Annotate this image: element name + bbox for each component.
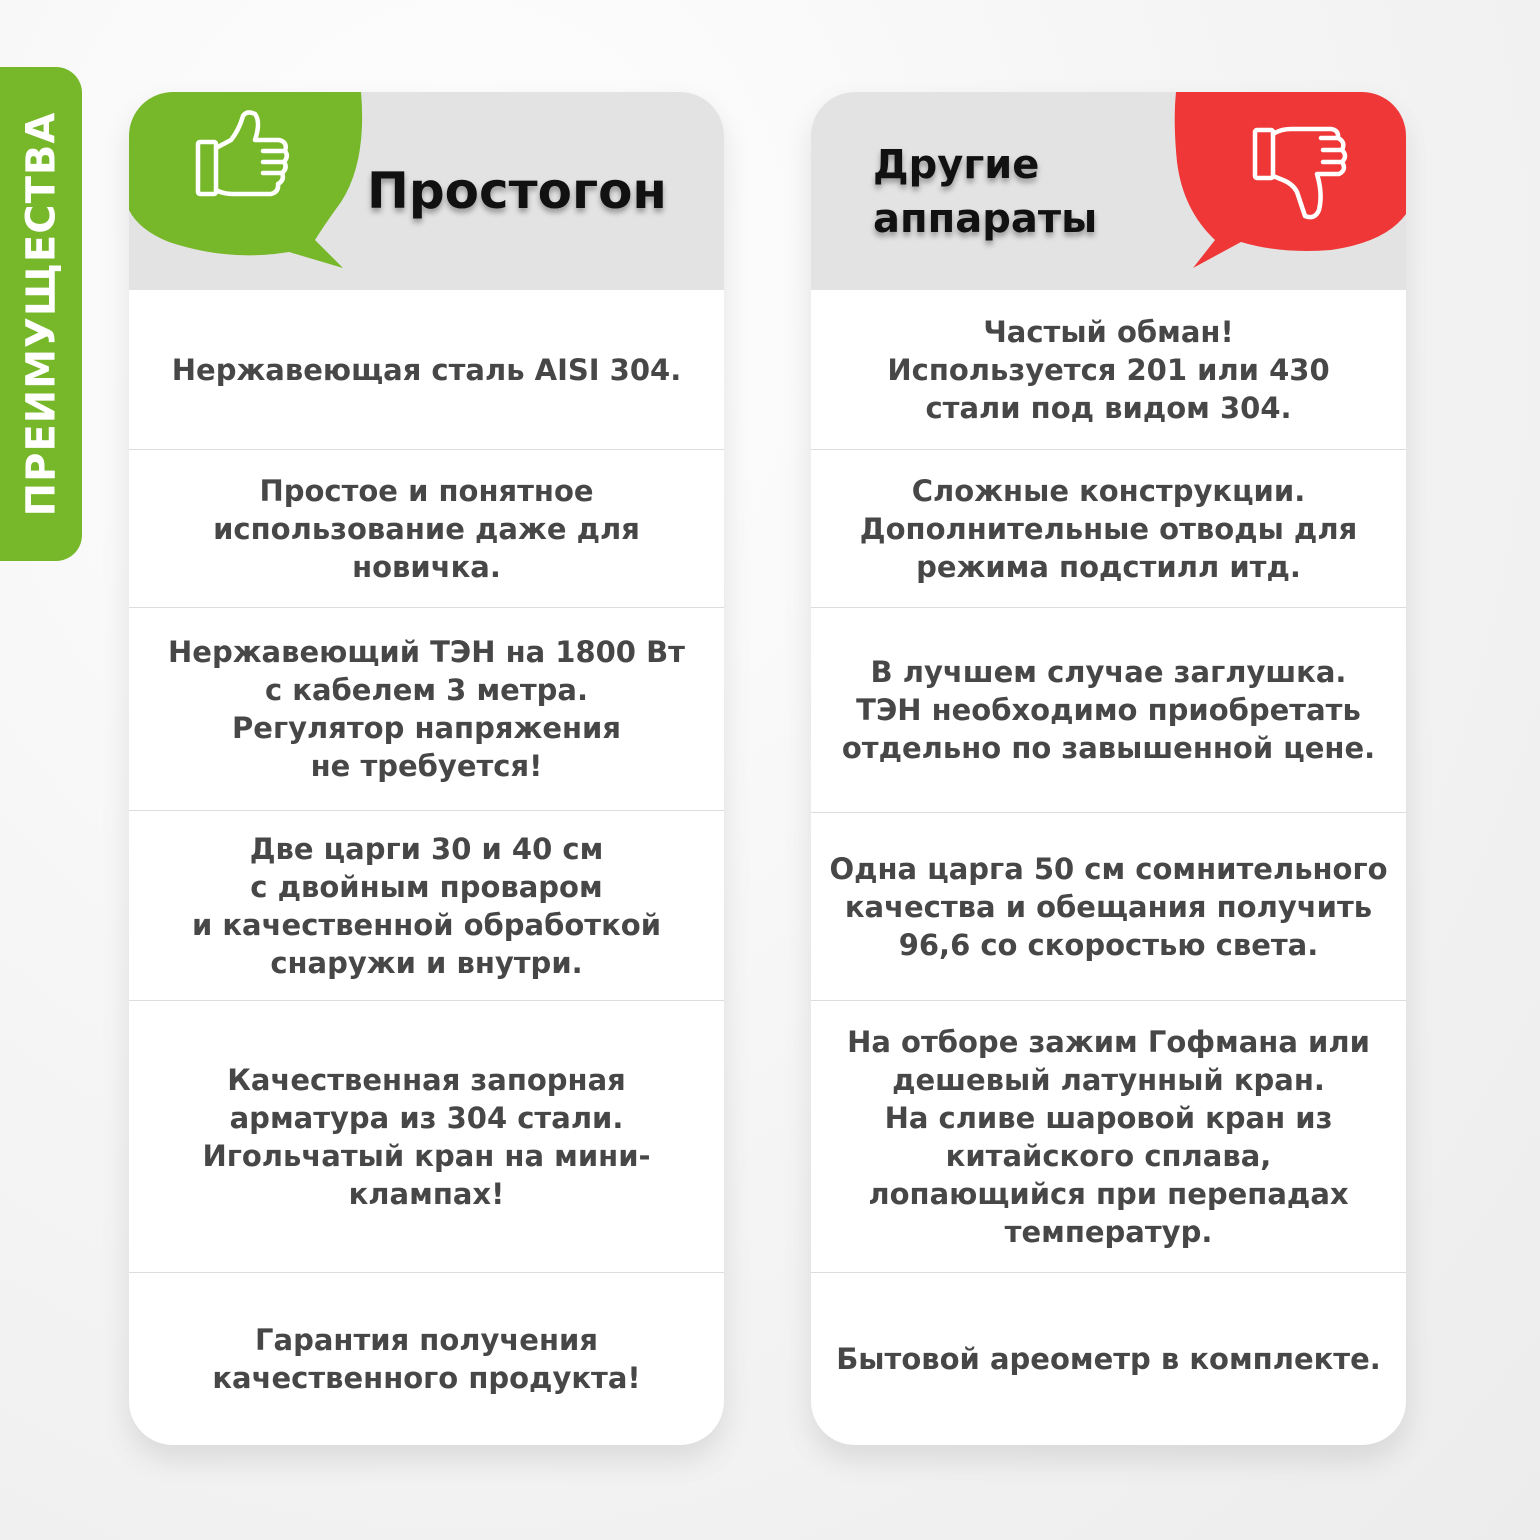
prostogon-card (129, 92, 724, 1445)
advantages-side-tab (0, 67, 82, 561)
other-devices-row-text: Бытовой ареометр в комплекте. (836, 1342, 1381, 1376)
thumbs-down-icon (1251, 126, 1355, 222)
prostogon-row-5 (129, 1000, 724, 1272)
prostogon-row-text: Нержавеющий ТЭН на 1800 Вт с кабелем 3 метра. Регулятор напряжения не требуется! (168, 635, 685, 783)
prostogon-row-text: Гарантия получения качественного продукта! (212, 1323, 641, 1395)
other-devices-row-4 (811, 812, 1406, 1000)
thumbs-up-icon (195, 110, 291, 198)
prostogon-row-3 (129, 607, 724, 810)
other-devices-row-1 (811, 291, 1406, 449)
other-devices-row-3 (811, 607, 1406, 812)
prostogon-row-4 (129, 810, 724, 1000)
other-devices-row-text: В лучшем случае заглушка. ТЭН необходимо приобретать отдельно по завышенной цене. (841, 655, 1376, 765)
prostogon-row-2 (129, 449, 724, 607)
other-devices-row-2 (811, 449, 1406, 607)
prostogon-row-text: Простое и понятное использование даже для новичка. (213, 473, 640, 584)
other-devices-row-5 (811, 1000, 1406, 1272)
other-devices-row-text: Частый обман! Используется 201 или 430 стали под видом 304. (887, 315, 1330, 425)
other-devices-row-text: Сложные конструкции. Дополнительные отводы для режима подстилл итд. (859, 473, 1358, 584)
prostogon-header (129, 92, 724, 290)
other-devices-header (811, 92, 1406, 290)
other-devices-row-6 (811, 1272, 1406, 1445)
prostogon-row-text: Две царги 30 и 40 см с двойным проваром и качественной обработкой снаружи и внутри. (191, 831, 662, 980)
prostogon-row-text: Качественная запорная арматура из 304 стали. Игольчатый кран на мини- клампах! (202, 1062, 651, 1211)
prostogon-title: Простогон (367, 162, 667, 220)
side-tab-label: ПРЕИМУЩЕСТВА (18, 111, 64, 517)
other-devices-title: Другие аппараты (873, 142, 1098, 242)
prostogon-row-1 (129, 290, 724, 449)
other-devices-row-text: На отборе зажим Гофмана или дешевый латунный кран. На сливе шаровой кран из китайского сплава, лопающийся при перепадах температур. (847, 1024, 1370, 1249)
prostogon-row-text: Нержавеющая сталь AISI 304. (171, 352, 682, 387)
prostogon-row-6 (129, 1272, 724, 1445)
other-devices-row-text: Одна царга 50 см сомнительного качества и обещания получить 96,6 со скоростью света. (829, 851, 1388, 962)
other-devices-card (811, 92, 1406, 1445)
